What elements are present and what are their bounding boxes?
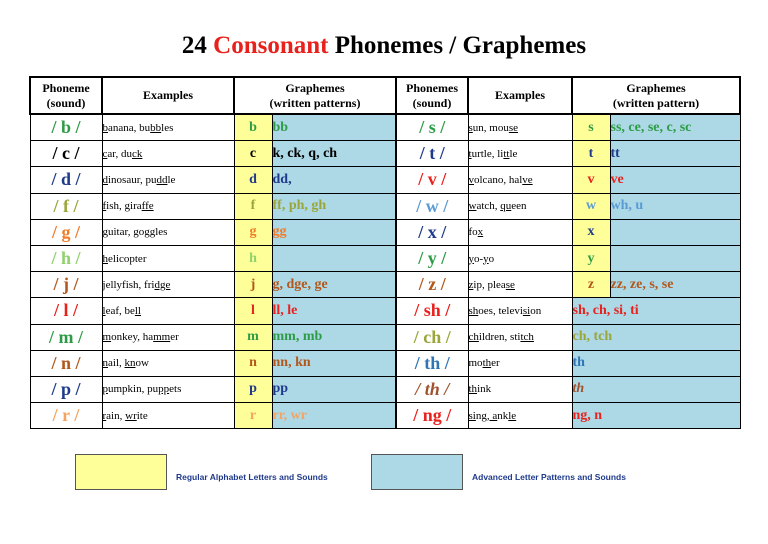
- legend-advanced-swatch: [371, 454, 463, 490]
- phoneme-cell: / j /: [30, 272, 102, 298]
- grapheme-cell: dd,: [272, 167, 396, 193]
- grapheme-cell-right: [610, 219, 740, 245]
- grapheme-cell-right: ve: [610, 167, 740, 193]
- examples-cell: car, duck: [102, 141, 234, 167]
- alphabet-letter-cell-right: v: [572, 167, 610, 193]
- page-title: [0, 32, 768, 60]
- phoneme-cell-right: / th /: [396, 350, 468, 376]
- examples-cell-right: turtle, little: [468, 141, 572, 167]
- examples-cell: jellyfish, fridge: [102, 272, 234, 298]
- examples-cell: banana, bubbles: [102, 114, 234, 141]
- legend-regular-label: Regular Alphabet Letters and Sounds: [176, 472, 328, 482]
- title-number: 24: [181, 32, 207, 59]
- header-examples-right: Examples: [468, 77, 572, 114]
- grapheme-cell-right: [610, 245, 740, 271]
- phoneme-cell: / p /: [30, 376, 102, 402]
- grapheme-cell-right: sh, ch, si, ti: [572, 298, 740, 324]
- table-row: [30, 272, 740, 298]
- alphabet-letter-cell: n: [234, 350, 272, 376]
- phoneme-cell-right: / sh /: [396, 298, 468, 324]
- alphabet-letter-cell: p: [234, 376, 272, 402]
- header-examples: Examples: [102, 77, 234, 114]
- grapheme-cell: [272, 245, 396, 271]
- table-row: [30, 403, 740, 429]
- examples-cell: guitar, goggles: [102, 219, 234, 245]
- alphabet-letter-cell: j: [234, 272, 272, 298]
- table-row: [30, 245, 740, 271]
- phoneme-cell: / f /: [30, 193, 102, 219]
- alphabet-letter-cell: r: [234, 403, 272, 429]
- grapheme-cell: ll, le: [272, 298, 396, 324]
- phoneme-cell: / g /: [30, 219, 102, 245]
- phoneme-cell-right: / y /: [396, 245, 468, 271]
- examples-cell-right: yo-yo: [468, 245, 572, 271]
- title-rest: Phonemes / Graphemes: [334, 32, 587, 59]
- grapheme-cell: g, dge, ge: [272, 272, 396, 298]
- examples-cell: leaf, bell: [102, 298, 234, 324]
- examples-cell: monkey, hammer: [102, 324, 234, 350]
- examples-cell-right: volcano, halve: [468, 167, 572, 193]
- legend-advanced-label: Advanced Letter Patterns and Sounds: [472, 472, 626, 482]
- alphabet-letter-cell: b: [234, 114, 272, 141]
- phoneme-cell: / c /: [30, 141, 102, 167]
- alphabet-letter-cell: h: [234, 245, 272, 271]
- phoneme-cell-right: / ch /: [396, 324, 468, 350]
- grapheme-cell-right: zz, ze, s, se: [610, 272, 740, 298]
- examples-cell: nail, know: [102, 350, 234, 376]
- grapheme-cell-right: ss, ce, se, c, sc: [610, 114, 740, 141]
- table-row: [30, 193, 740, 219]
- alphabet-letter-cell: c: [234, 141, 272, 167]
- header-graphemes: Graphemes (written patterns): [234, 77, 396, 114]
- examples-cell: helicopter: [102, 245, 234, 271]
- title-highlight: Consonant: [213, 32, 329, 59]
- phoneme-cell-right: / t /: [396, 141, 468, 167]
- table-row: [30, 219, 740, 245]
- grapheme-cell: ff, ph, gh: [272, 193, 396, 219]
- table-row: [30, 298, 740, 324]
- grapheme-cell: k, ck, q, ch: [272, 141, 396, 167]
- phoneme-table: [29, 76, 741, 429]
- examples-cell: pumpkin, puppets: [102, 376, 234, 402]
- alphabet-letter-cell: m: [234, 324, 272, 350]
- table-row: [30, 350, 740, 376]
- header-row: [30, 77, 740, 114]
- grapheme-cell-right: th: [572, 376, 740, 402]
- grapheme-cell-right: ng, n: [572, 403, 740, 429]
- phoneme-cell: / b /: [30, 114, 102, 141]
- examples-cell-right: zip, please: [468, 272, 572, 298]
- grapheme-cell: gg: [272, 219, 396, 245]
- table-row: [30, 114, 740, 141]
- examples-cell-right: shoes, television: [468, 298, 572, 324]
- examples-cell: dinosaur, puddle: [102, 167, 234, 193]
- grapheme-cell-right: tt: [610, 141, 740, 167]
- alphabet-letter-cell: f: [234, 193, 272, 219]
- grapheme-cell: pp: [272, 376, 396, 402]
- table-row: [30, 376, 740, 402]
- examples-cell-right: watch, queen: [468, 193, 572, 219]
- examples-cell-right: fox: [468, 219, 572, 245]
- header-graphemes-right: Graphemes (written pattern): [572, 77, 740, 114]
- alphabet-letter-cell-right: z: [572, 272, 610, 298]
- header-phonemes-right: Phonemes (sound): [396, 77, 468, 114]
- phoneme-cell: / d /: [30, 167, 102, 193]
- grapheme-cell-right: ch, tch: [572, 324, 740, 350]
- alphabet-letter-cell: g: [234, 219, 272, 245]
- phoneme-cell-right: / w /: [396, 193, 468, 219]
- phoneme-cell-right: / th /: [396, 376, 468, 402]
- phoneme-cell-right: / v /: [396, 167, 468, 193]
- phoneme-cell: / n /: [30, 350, 102, 376]
- examples-cell-right: sun, mouse: [468, 114, 572, 141]
- table-row: [30, 167, 740, 193]
- grapheme-cell: mm, mb: [272, 324, 396, 350]
- phoneme-cell-right: / ng /: [396, 403, 468, 429]
- phoneme-cell: / m /: [30, 324, 102, 350]
- grapheme-cell: bb: [272, 114, 396, 141]
- phoneme-cell-right: / s /: [396, 114, 468, 141]
- examples-cell: rain, write: [102, 403, 234, 429]
- alphabet-letter-cell-right: t: [572, 141, 610, 167]
- grapheme-cell-right: wh, u: [610, 193, 740, 219]
- table-row: [30, 324, 740, 350]
- grapheme-cell: rr, wr: [272, 403, 396, 429]
- examples-cell: fish, giraffe: [102, 193, 234, 219]
- alphabet-letter-cell-right: w: [572, 193, 610, 219]
- examples-cell-right: think: [468, 376, 572, 402]
- legend-regular-swatch: [75, 454, 167, 490]
- grapheme-cell-right: th: [572, 350, 740, 376]
- alphabet-letter-cell-right: s: [572, 114, 610, 141]
- alphabet-letter-cell-right: y: [572, 245, 610, 271]
- phoneme-cell-right: / z /: [396, 272, 468, 298]
- examples-cell-right: children, stitch: [468, 324, 572, 350]
- examples-cell-right: sing, ankle: [468, 403, 572, 429]
- alphabet-letter-cell: d: [234, 167, 272, 193]
- phoneme-cell: / r /: [30, 403, 102, 429]
- phoneme-cell-right: / x /: [396, 219, 468, 245]
- alphabet-letter-cell-right: x: [572, 219, 610, 245]
- alphabet-letter-cell: l: [234, 298, 272, 324]
- header-phoneme: Phoneme (sound): [30, 77, 102, 114]
- phoneme-cell: / h /: [30, 245, 102, 271]
- examples-cell-right: mother: [468, 350, 572, 376]
- table-row: [30, 141, 740, 167]
- grapheme-cell: nn, kn: [272, 350, 396, 376]
- phoneme-cell: / l /: [30, 298, 102, 324]
